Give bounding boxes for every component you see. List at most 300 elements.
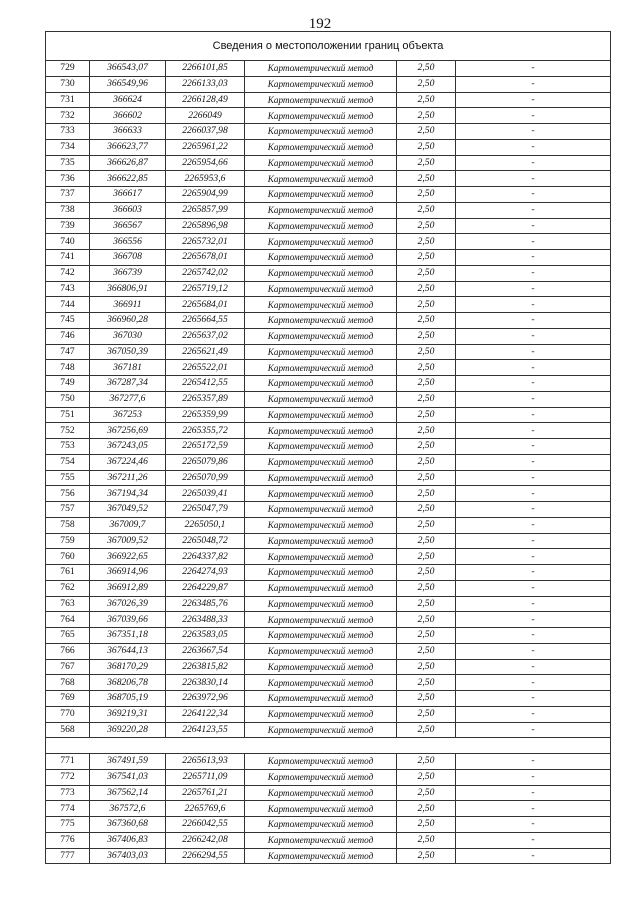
point-number-cell: 568 [46,722,90,738]
point-number-cell: 729 [46,61,90,77]
x-coordinate-cell: 367253 [90,407,166,423]
accuracy-cell: 2,50 [397,171,456,187]
note-cell: - [456,817,611,833]
method-cell: Картометрический метод [245,580,397,596]
point-number-cell: 737 [46,187,90,203]
accuracy-cell: 2,50 [397,754,456,770]
point-number-cell: 743 [46,281,90,297]
accuracy-cell: 2,50 [397,486,456,502]
point-number-cell: 751 [46,407,90,423]
x-coordinate-cell: 367194,34 [90,486,166,502]
accuracy-cell: 2,50 [397,439,456,455]
note-cell: - [456,470,611,486]
point-number-cell: 762 [46,580,90,596]
table-row [46,612,611,628]
accuracy-cell: 2,50 [397,801,456,817]
method-cell: Картометрический метод [245,124,397,140]
table-row [46,265,611,281]
method-cell: Картометрический метод [245,817,397,833]
point-number-cell: 765 [46,628,90,644]
point-number-cell: 740 [46,234,90,250]
point-number-cell: 766 [46,643,90,659]
method-cell: Картометрический метод [245,596,397,612]
accuracy-cell: 2,50 [397,470,456,486]
x-coordinate-cell: 369220,28 [90,722,166,738]
method-cell: Картометрический метод [245,391,397,407]
method-cell: Картометрический метод [245,187,397,203]
method-cell: Картометрический метод [245,202,397,218]
y-coordinate-cell: 2265637,02 [166,328,245,344]
note-cell: - [456,533,611,549]
method-cell: Картометрический метод [245,549,397,565]
x-coordinate-cell: 366623,77 [90,139,166,155]
point-number-cell: 731 [46,92,90,108]
table-row [46,423,611,439]
table-row [46,407,611,423]
accuracy-cell: 2,50 [397,533,456,549]
table-row [46,580,611,596]
point-number-cell: 748 [46,360,90,376]
method-cell: Картометрический метод [245,722,397,738]
note-cell: - [456,265,611,281]
accuracy-cell: 2,50 [397,139,456,155]
method-cell: Картометрический метод [245,439,397,455]
table-row [46,502,611,518]
note-cell: - [456,250,611,266]
y-coordinate-cell: 2266128,49 [166,92,245,108]
x-coordinate-cell: 367039,66 [90,612,166,628]
x-coordinate-cell: 368705,19 [90,691,166,707]
point-number-cell: 771 [46,754,90,770]
method-cell: Картометрический метод [245,218,397,234]
accuracy-cell: 2,50 [397,124,456,140]
y-coordinate-cell: 2264229,87 [166,580,245,596]
note-cell: - [456,187,611,203]
accuracy-cell: 2,50 [397,328,456,344]
method-cell: Картометрический метод [245,659,397,675]
y-coordinate-cell: 2266101,85 [166,61,245,77]
table-row [46,171,611,187]
note-cell: - [456,848,611,864]
table-row [46,391,611,407]
method-cell: Картометрический метод [245,454,397,470]
table-row [46,124,611,140]
x-coordinate-cell: 366622,85 [90,171,166,187]
y-coordinate-cell: 2266242,08 [166,832,245,848]
method-cell: Картометрический метод [245,297,397,313]
note-cell: - [456,628,611,644]
y-coordinate-cell: 2265742,02 [166,265,245,281]
table-row [46,628,611,644]
table-row [46,360,611,376]
note-cell: - [456,171,611,187]
table-row [46,565,611,581]
note-cell: - [456,502,611,518]
accuracy-cell: 2,50 [397,423,456,439]
point-number-cell: 735 [46,155,90,171]
accuracy-cell: 2,50 [397,612,456,628]
note-cell: - [456,360,611,376]
x-coordinate-cell: 367491,59 [90,754,166,770]
note-cell: - [456,423,611,439]
x-coordinate-cell: 366549,96 [90,76,166,92]
accuracy-cell: 2,50 [397,344,456,360]
x-coordinate-cell: 366708 [90,250,166,266]
point-number-cell: 753 [46,439,90,455]
x-coordinate-cell: 367360,68 [90,817,166,833]
point-number-cell: 763 [46,596,90,612]
method-cell: Картометрический метод [245,328,397,344]
note-cell: - [456,486,611,502]
method-cell: Картометрический метод [245,565,397,581]
note-cell: - [456,328,611,344]
y-coordinate-cell: 2265050,1 [166,517,245,533]
accuracy-cell: 2,50 [397,596,456,612]
x-coordinate-cell: 367224,46 [90,454,166,470]
x-coordinate-cell: 366739 [90,265,166,281]
point-number-cell: 752 [46,423,90,439]
table-row [46,659,611,675]
accuracy-cell: 2,50 [397,502,456,518]
note-cell: - [456,407,611,423]
y-coordinate-cell: 2266049 [166,108,245,124]
method-cell: Картометрический метод [245,265,397,281]
note-cell: - [456,391,611,407]
method-cell: Картометрический метод [245,313,397,329]
accuracy-cell: 2,50 [397,360,456,376]
method-cell: Картометрический метод [245,628,397,644]
x-coordinate-cell: 367403,03 [90,848,166,864]
point-number-cell: 730 [46,76,90,92]
table-row [46,187,611,203]
method-cell: Картометрический метод [245,344,397,360]
accuracy-cell: 2,50 [397,313,456,329]
table-row [46,643,611,659]
point-number-cell: 747 [46,344,90,360]
table-row [46,344,611,360]
note-cell: - [456,706,611,722]
method-cell: Картометрический метод [245,754,397,770]
x-coordinate-cell: 367181 [90,360,166,376]
note-cell: - [456,281,611,297]
point-number-cell: 776 [46,832,90,848]
table-row [46,139,611,155]
accuracy-cell: 2,50 [397,391,456,407]
x-coordinate-cell: 366960,28 [90,313,166,329]
y-coordinate-cell: 2265047,79 [166,502,245,518]
x-coordinate-cell: 366911 [90,297,166,313]
accuracy-cell: 2,50 [397,202,456,218]
y-coordinate-cell: 2263485,76 [166,596,245,612]
point-number-cell: 773 [46,785,90,801]
x-coordinate-cell: 367211,26 [90,470,166,486]
point-number-cell: 757 [46,502,90,518]
x-coordinate-cell: 367009,7 [90,517,166,533]
method-cell: Картометрический метод [245,407,397,423]
x-coordinate-cell: 367406,83 [90,832,166,848]
y-coordinate-cell: 2263830,14 [166,675,245,691]
table-row [46,439,611,455]
method-cell: Картометрический метод [245,848,397,864]
x-coordinate-cell: 366624 [90,92,166,108]
accuracy-cell: 2,50 [397,407,456,423]
x-coordinate-cell: 366626,87 [90,155,166,171]
y-coordinate-cell: 2265732,01 [166,234,245,250]
y-coordinate-cell: 2265357,89 [166,391,245,407]
accuracy-cell: 2,50 [397,250,456,266]
x-coordinate-cell: 366633 [90,124,166,140]
x-coordinate-cell: 367243,05 [90,439,166,455]
x-coordinate-cell: 368206,78 [90,675,166,691]
method-cell: Картометрический метод [245,76,397,92]
method-cell: Картометрический метод [245,281,397,297]
separator-cell [46,738,611,754]
accuracy-cell: 2,50 [397,76,456,92]
x-coordinate-cell: 366602 [90,108,166,124]
method-cell: Картометрический метод [245,92,397,108]
x-coordinate-cell: 367049,52 [90,502,166,518]
x-coordinate-cell: 367541,03 [90,769,166,785]
point-number-cell: 746 [46,328,90,344]
x-coordinate-cell: 367287,34 [90,376,166,392]
method-cell: Картометрический метод [245,517,397,533]
method-cell: Картометрический метод [245,423,397,439]
note-cell: - [456,832,611,848]
table-row [46,281,611,297]
accuracy-cell: 2,50 [397,61,456,77]
y-coordinate-cell: 2263667,54 [166,643,245,659]
y-coordinate-cell: 2264274,93 [166,565,245,581]
table-row [46,218,611,234]
note-cell: - [456,76,611,92]
point-number-cell: 775 [46,817,90,833]
method-cell: Картометрический метод [245,486,397,502]
accuracy-cell: 2,50 [397,769,456,785]
x-coordinate-cell: 366543,07 [90,61,166,77]
y-coordinate-cell: 2266133,03 [166,76,245,92]
y-coordinate-cell: 2265079,86 [166,454,245,470]
note-cell: - [456,439,611,455]
table-row [46,722,611,738]
point-number-cell: 750 [46,391,90,407]
x-coordinate-cell: 366556 [90,234,166,250]
y-coordinate-cell: 2265769,6 [166,801,245,817]
x-coordinate-cell: 366922,65 [90,549,166,565]
y-coordinate-cell: 2264123,55 [166,722,245,738]
accuracy-cell: 2,50 [397,218,456,234]
method-cell: Картометрический метод [245,470,397,486]
x-coordinate-cell: 366806,91 [90,281,166,297]
accuracy-cell: 2,50 [397,643,456,659]
table-row [46,297,611,313]
note-cell: - [456,722,611,738]
point-number-cell: 767 [46,659,90,675]
x-coordinate-cell: 366914,96 [90,565,166,581]
method-cell: Картометрический метод [245,691,397,707]
method-cell: Картометрический метод [245,155,397,171]
note-cell: - [456,155,611,171]
point-number-cell: 734 [46,139,90,155]
method-cell: Картометрический метод [245,706,397,722]
y-coordinate-cell: 2265761,21 [166,785,245,801]
point-number-cell: 760 [46,549,90,565]
table-row [46,817,611,833]
note-cell: - [456,517,611,533]
x-coordinate-cell: 366617 [90,187,166,203]
accuracy-cell: 2,50 [397,265,456,281]
accuracy-cell: 2,50 [397,454,456,470]
note-cell: - [456,785,611,801]
note-cell: - [456,139,611,155]
point-number-cell: 749 [46,376,90,392]
table-row [46,155,611,171]
note-cell: - [456,202,611,218]
accuracy-cell: 2,50 [397,706,456,722]
accuracy-cell: 2,50 [397,785,456,801]
table-row [46,61,611,77]
table-header-row [46,32,611,61]
method-cell: Картометрический метод [245,502,397,518]
note-cell: - [456,313,611,329]
accuracy-cell: 2,50 [397,817,456,833]
accuracy-cell: 2,50 [397,722,456,738]
y-coordinate-cell: 2264122,34 [166,706,245,722]
y-coordinate-cell: 2265172,59 [166,439,245,455]
boundary-coordinates-table [45,31,611,864]
point-number-cell: 770 [46,706,90,722]
point-number-cell: 745 [46,313,90,329]
method-cell: Картометрический метод [245,171,397,187]
point-number-cell: 777 [46,848,90,864]
method-cell: Картометрический метод [245,360,397,376]
accuracy-cell: 2,50 [397,92,456,108]
table-row [46,706,611,722]
method-cell: Картометрический метод [245,108,397,124]
method-cell: Картометрический метод [245,612,397,628]
x-coordinate-cell: 366603 [90,202,166,218]
y-coordinate-cell: 2265039,41 [166,486,245,502]
table-row [46,234,611,250]
point-number-cell: 759 [46,533,90,549]
table-row [46,675,611,691]
table-body [46,32,611,864]
y-coordinate-cell: 2265719,12 [166,281,245,297]
table-row [46,92,611,108]
method-cell: Картометрический метод [245,675,397,691]
y-coordinate-cell: 2265522,01 [166,360,245,376]
coordinates-sheet [45,31,610,864]
x-coordinate-cell: 367026,39 [90,596,166,612]
y-coordinate-cell: 2265954,66 [166,155,245,171]
y-coordinate-cell: 2266294,55 [166,848,245,864]
y-coordinate-cell: 2263488,33 [166,612,245,628]
note-cell: - [456,691,611,707]
point-number-cell: 741 [46,250,90,266]
note-cell: - [456,344,611,360]
accuracy-cell: 2,50 [397,517,456,533]
accuracy-cell: 2,50 [397,297,456,313]
note-cell: - [456,218,611,234]
accuracy-cell: 2,50 [397,691,456,707]
point-number-cell: 754 [46,454,90,470]
table-row [46,454,611,470]
y-coordinate-cell: 2265412,55 [166,376,245,392]
note-cell: - [456,92,611,108]
accuracy-cell: 2,50 [397,234,456,250]
y-coordinate-cell: 2265621,49 [166,344,245,360]
page-number: 192 [308,16,332,32]
x-coordinate-cell: 366912,89 [90,580,166,596]
table-row [46,533,611,549]
method-cell: Картометрический метод [245,139,397,155]
table-row [46,801,611,817]
note-cell: - [456,376,611,392]
table-row [46,754,611,770]
y-coordinate-cell: 2263583,05 [166,628,245,644]
table-row [46,376,611,392]
accuracy-cell: 2,50 [397,580,456,596]
point-number-cell: 736 [46,171,90,187]
y-coordinate-cell: 2265711,09 [166,769,245,785]
note-cell: - [456,124,611,140]
x-coordinate-cell: 367351,18 [90,628,166,644]
note-cell: - [456,754,611,770]
accuracy-cell: 2,50 [397,281,456,297]
x-coordinate-cell: 367644,13 [90,643,166,659]
table-row [46,769,611,785]
note-cell: - [456,234,611,250]
table-row [46,832,611,848]
accuracy-cell: 2,50 [397,848,456,864]
method-cell: Картометрический метод [245,801,397,817]
note-cell: - [456,565,611,581]
y-coordinate-cell: 2266042,55 [166,817,245,833]
table-row [46,549,611,565]
table-row [46,202,611,218]
note-cell: - [456,675,611,691]
accuracy-cell: 2,50 [397,549,456,565]
y-coordinate-cell: 2266037,98 [166,124,245,140]
method-cell: Картометрический метод [245,250,397,266]
point-number-cell: 764 [46,612,90,628]
accuracy-cell: 2,50 [397,659,456,675]
point-number-cell: 744 [46,297,90,313]
point-number-cell: 769 [46,691,90,707]
note-cell: - [456,643,611,659]
method-cell: Картометрический метод [245,832,397,848]
table-row [46,108,611,124]
x-coordinate-cell: 367009,52 [90,533,166,549]
table-row [46,470,611,486]
y-coordinate-cell: 2265664,55 [166,313,245,329]
point-number-cell: 768 [46,675,90,691]
accuracy-cell: 2,50 [397,675,456,691]
table-row [46,848,611,864]
point-number-cell: 738 [46,202,90,218]
y-coordinate-cell: 2265904,99 [166,187,245,203]
note-cell: - [456,580,611,596]
note-cell: - [456,801,611,817]
point-number-cell: 739 [46,218,90,234]
point-number-cell: 772 [46,769,90,785]
point-number-cell: 755 [46,470,90,486]
note-cell: - [456,108,611,124]
note-cell: - [456,596,611,612]
point-number-cell: 758 [46,517,90,533]
x-coordinate-cell: 368170,29 [90,659,166,675]
y-coordinate-cell: 2265355,72 [166,423,245,439]
method-cell: Картометрический метод [245,533,397,549]
